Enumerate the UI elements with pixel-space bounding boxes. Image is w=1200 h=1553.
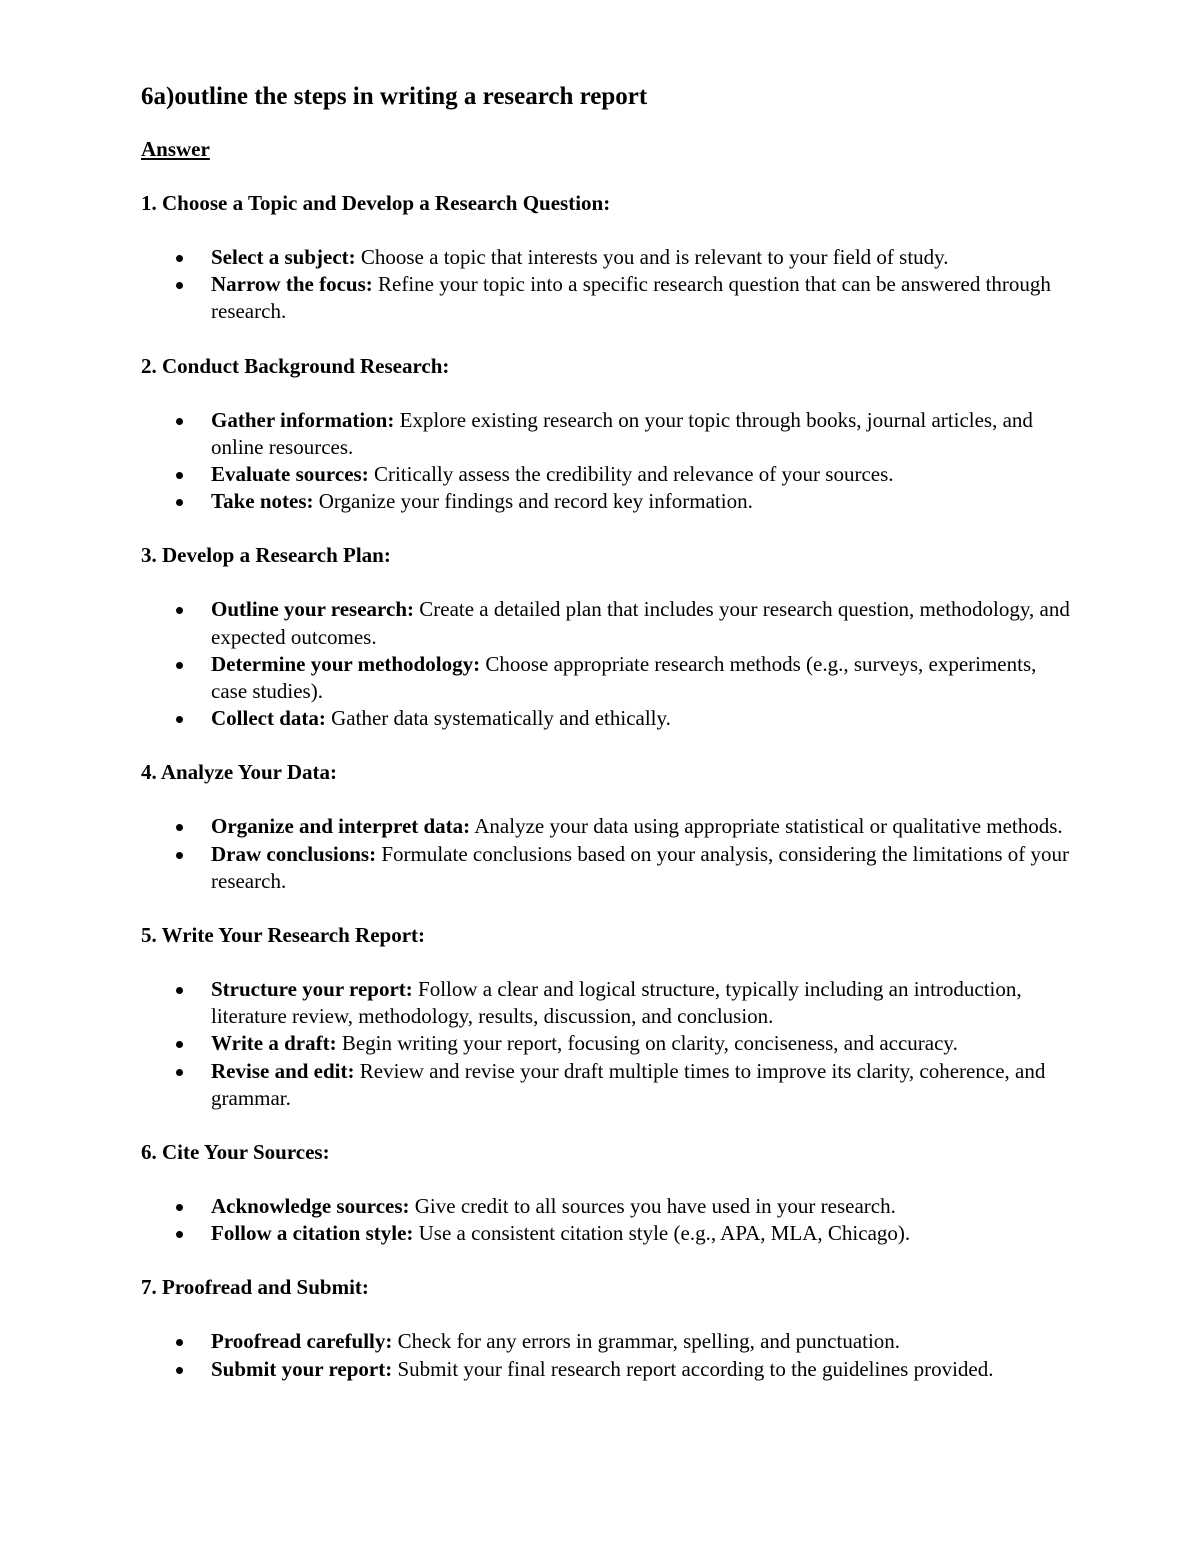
item-text: Organize your findings and record key information. [313,489,753,514]
item-term: Structure your report: [211,977,413,1002]
section-heading: 7. Proofread and Submit: [141,1275,369,1300]
item-term: Write a draft: [211,1031,337,1056]
bullet-icon [176,255,183,262]
item-text: Review and revise your draft multiple times to improve its clarity, coherence, and grammar. [211,1058,1046,1110]
bullet-icon [176,1231,183,1238]
list-item [141,461,1071,488]
section-heading: 5. Write Your Research Report: [141,923,426,948]
section-4 [141,759,1071,895]
item-term: Follow a citation style: [211,1221,414,1246]
bullet-icon [176,607,183,614]
section-heading: 3. Develop a Research Plan: [141,543,391,568]
list-item [141,705,1071,732]
list-item [141,1328,1071,1355]
bullet-icon [176,716,183,723]
list-item [141,1220,1071,1247]
item-term: Gather information: [211,407,395,432]
item-text: Create a detailed plan that includes your research question, methodology, and expected outcomes. [211,597,1070,649]
item-term: Proofread carefully: [211,1329,393,1354]
bullet-list [141,813,1071,895]
item-text: Check for any errors in grammar, spelling, and punctuation. [392,1329,901,1354]
item-text: Analyze your data using appropriate statistical or qualitative methods. [470,814,1063,839]
bullet-icon [176,1069,183,1076]
section-2 [141,353,1071,516]
sections-container [141,190,1071,1383]
item-term: Outline your research: [211,597,414,622]
bullet-icon [176,824,183,831]
bullet-icon [176,1367,183,1374]
bullet-icon [176,1339,183,1346]
item-text: Begin writing your report, focusing on clarity, conciseness, and accuracy. [336,1031,958,1056]
bullet-icon [176,1204,183,1211]
bullet-icon [176,472,183,479]
item-text: Critically assess the credibility and relevance of your sources. [368,462,894,487]
bullet-list [141,976,1071,1112]
bullet-list [141,1193,1071,1247]
section-heading: 2. Conduct Background Research: [141,353,450,378]
section-5 [141,922,1071,1112]
item-term: Select a subject: [211,245,356,269]
section-heading: 1. Choose a Topic and Develop a Research Question: [141,191,611,215]
bullet-icon [176,1041,183,1048]
section-6 [141,1139,1071,1247]
item-term: Acknowledge sources: [211,1194,410,1219]
bullet-icon [176,418,183,425]
list-item [141,813,1071,840]
bullet-list [141,596,1071,732]
answer-label: Answer [141,137,210,161]
list-item [141,407,1071,461]
list-item [141,651,1071,705]
section-3 [141,542,1071,732]
item-text: Use a consistent citation style (e.g., APA, MLA, Chicago). [413,1221,911,1246]
bullet-icon [176,282,183,289]
item-text: Follow a clear and logical structure, typically including an introduction, literature review, methodology, results, discussion, and conclusion. [211,977,1022,1029]
bullet-list [141,1328,1071,1382]
bullet-icon [176,662,183,669]
bullet-list [141,407,1071,516]
bullet-icon [176,987,183,994]
list-item [141,1193,1071,1220]
item-term: Evaluate sources: [211,462,369,487]
item-text: Give credit to all sources you have used in your research. [409,1194,896,1219]
item-term: Draw conclusions: [211,841,377,866]
list-item [141,976,1071,1030]
item-text: Choose appropriate research methods (e.g., surveys, experiments, case studies). [211,651,1037,704]
item-text: Gather data systematically and ethically. [325,706,671,731]
list-item [141,271,1071,325]
list-item [141,1058,1071,1112]
list-item [141,488,1071,515]
item-term: Organize and interpret data: [211,814,471,839]
bullet-icon [176,852,183,859]
list-item [141,244,1071,271]
list-item [141,1030,1071,1057]
item-term: Submit your report: [211,1356,393,1381]
item-text: Formulate conclusions based on your analysis, considering the limitations of your research. [211,841,1069,893]
list-item [141,596,1071,650]
item-text: Refine your topic into a specific research question that can be answered through research. [211,272,1051,324]
item-text: Explore existing research on your topic through books, journal articles, and online resources. [211,407,1033,459]
item-text: Submit your final research report according to the guidelines provided. [392,1356,994,1381]
section-heading: 4. Analyze Your Data: [141,760,337,785]
document-page [141,82,1071,1410]
list-item [141,841,1071,895]
item-term: Revise and edit: [211,1058,355,1083]
section-heading: 6. Cite Your Sources: [141,1140,330,1165]
page-title: 6a)outline the steps in writing a research report [141,83,648,110]
bullet-list [141,244,1071,326]
item-term: Collect data: [211,706,326,731]
item-term: Determine your methodology: [211,651,481,676]
item-text: Choose a topic that interests you and is relevant to your field of study. [355,245,949,269]
section-7 [141,1274,1071,1382]
bullet-icon [176,499,183,506]
item-term: Take notes: [211,489,314,514]
list-item [141,1356,1071,1383]
section-1 [141,190,1071,326]
item-term: Narrow the focus: [211,272,373,297]
